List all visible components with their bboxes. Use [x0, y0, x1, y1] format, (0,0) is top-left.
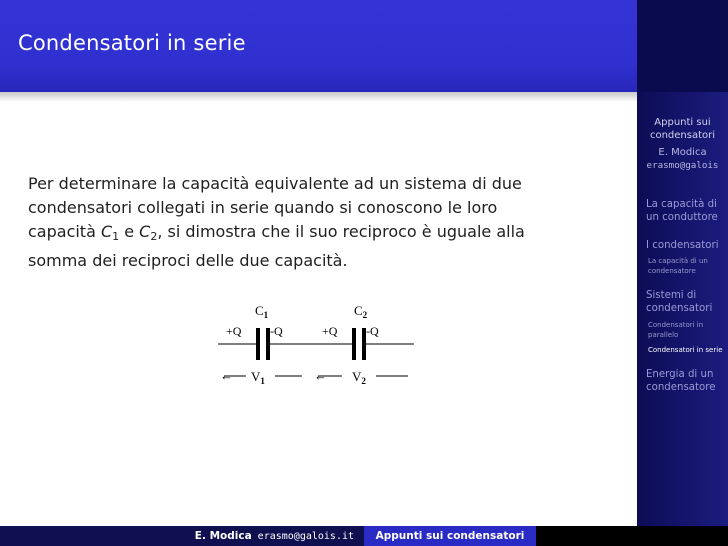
- frame-title-bar: [0, 0, 637, 92]
- sidebar-subsection-label: La capacità di un: [648, 257, 708, 265]
- capacitor-c1-plate-right: [266, 328, 270, 360]
- sidebar-section-label: condensatore: [646, 382, 716, 393]
- capacitor-c2-label: $C_2$: [354, 303, 368, 320]
- sidebar-header-block: [637, 0, 728, 92]
- sidebar-section-label: I condensatori: [646, 240, 719, 251]
- footer-author-block[interactable]: [0, 526, 364, 546]
- math-c1-symbol: C: [100, 222, 113, 241]
- sidebar-subsection-label: Condensatori in serie: [648, 346, 723, 354]
- capacitor-c2-plate-right: [362, 328, 366, 360]
- voltage-v1-label: $V_1$: [251, 369, 265, 386]
- sidebar-section-label: condensatori: [646, 303, 713, 314]
- charge-minus-q-2: -Q: [366, 324, 379, 338]
- slide-body-text: [28, 172, 618, 273]
- sidebar-subsection-capacita-condensatore[interactable]: [648, 257, 726, 276]
- voltage-v2-label: $V_2$: [352, 369, 366, 386]
- body-line-3-start: capacità: [28, 222, 101, 241]
- sidebar-subsection-parallelo[interactable]: [648, 321, 726, 340]
- body-line-2: condensatori collegati in serie quando si conoscono le loro: [28, 198, 498, 217]
- slide-footer: [0, 526, 728, 546]
- math-c2: [139, 222, 157, 241]
- sidebar-section-label: un conduttore: [646, 212, 718, 223]
- sidebar-subsection-serie-active[interactable]: [648, 346, 726, 356]
- sidebar-section-sistemi-condensatori[interactable]: [646, 289, 726, 315]
- math-c2-subscript: 2: [150, 230, 158, 243]
- charge-minus-q-1: -Q: [270, 324, 283, 338]
- title-bar-shadow: [0, 92, 637, 102]
- footer-author-name: E. Modica: [194, 530, 252, 542]
- sidebar-subsection-label: parallelo: [648, 330, 679, 339]
- sidebar-section-label: Energia di un: [646, 369, 714, 380]
- sidebar-presentation-title[interactable]: [637, 116, 728, 142]
- body-line-3-middle: e: [119, 222, 140, 241]
- sidebar-title-line2: condensatori: [649, 130, 716, 141]
- sidebar-author-email: erasmo@galois: [646, 160, 719, 171]
- math-c2-symbol: C: [139, 222, 151, 241]
- body-line-1: Per determinare la capacità equivalente ad un sistema di due: [28, 174, 522, 193]
- sidebar-navigation: [637, 0, 728, 546]
- sidebar-subsection-label: Condensatori in: [648, 321, 704, 329]
- series-capacitor-circuit-diagram: [218, 300, 414, 386]
- body-line-3-end: , si dimostra che il suo reciproco è uguale alla: [157, 222, 525, 241]
- charge-plus-q-2: +Q: [322, 324, 338, 338]
- sidebar-section-i-condensatori[interactable]: [646, 239, 726, 252]
- math-c1: [101, 222, 119, 241]
- body-line-3: [28, 220, 618, 249]
- sidebar-subsection-label: condensatore: [648, 266, 696, 275]
- voltage-arrow-2: ←: [314, 368, 327, 383]
- footer-presentation-title: Appunti sui condensatori: [375, 530, 525, 542]
- capacitor-c1-plate-left: [256, 328, 260, 360]
- footer-title-block[interactable]: [364, 526, 536, 546]
- sidebar-section-energia[interactable]: [646, 368, 726, 394]
- charge-plus-q-1: +Q: [226, 324, 242, 338]
- body-line-4: somma dei reciproci delle due capacità.: [28, 251, 348, 270]
- sidebar-author[interactable]: [637, 146, 728, 172]
- capacitor-c1-label: $C_1$: [255, 303, 269, 320]
- sidebar-author-name: E. Modica: [658, 147, 707, 158]
- sidebar-section-label: La capacità di: [646, 199, 717, 210]
- capacitor-c2-plate-left: [352, 328, 356, 360]
- sidebar-section-label: Sistemi di: [646, 290, 697, 301]
- sidebar-title-line1: Appunti sui: [654, 117, 711, 128]
- voltage-arrow-1: ←: [220, 368, 233, 383]
- math-c1-subscript: 1: [112, 230, 120, 243]
- sidebar-section-capacita-conduttore[interactable]: [646, 198, 726, 224]
- footer-author-email: erasmo@galois.it: [257, 531, 354, 542]
- frame-title: Condensatori in serie: [18, 31, 246, 55]
